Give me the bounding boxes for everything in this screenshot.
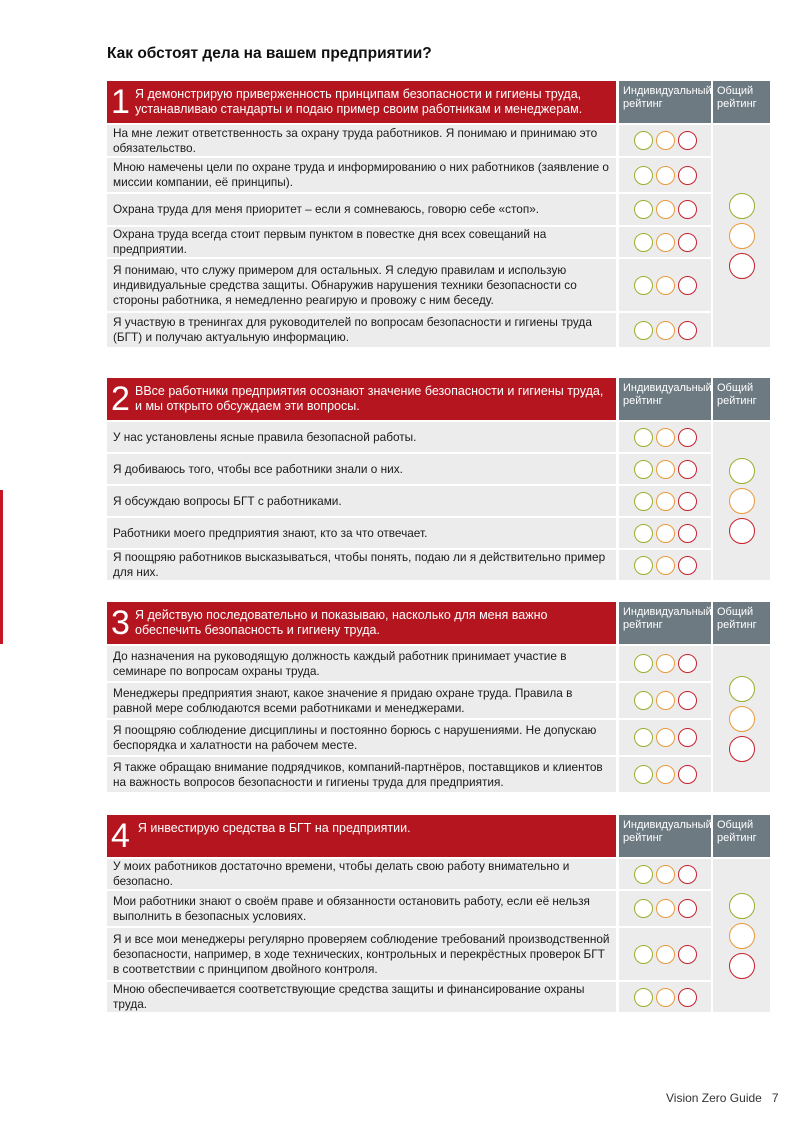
green-circle-icon[interactable] (634, 556, 653, 575)
checklist-row (107, 646, 711, 681)
orange-circle-icon[interactable] (656, 556, 675, 575)
individual-rating (619, 518, 711, 548)
green-circle-icon[interactable] (634, 765, 653, 784)
section-number: 2 (111, 380, 130, 418)
red-circle-icon[interactable] (678, 131, 697, 150)
rows (107, 646, 711, 794)
section-2 (107, 378, 770, 582)
checklist-row (107, 720, 711, 755)
total-rating-header: Общий рейтинг (713, 378, 770, 420)
orange-circle-icon[interactable] (656, 200, 675, 219)
checklist-row (107, 518, 711, 548)
orange-circle-icon[interactable] (656, 524, 675, 543)
red-circle-icon[interactable] (729, 736, 755, 762)
individual-rating (619, 486, 711, 516)
row-text: Я также обращаю внимание подрядчиков, компаний-партнёров, поставщиков и клиентов на важность вопросов безопасности и гигиены труда для предприятия. (107, 757, 616, 792)
green-circle-icon[interactable] (729, 458, 755, 484)
section-heading-text: ВВсе работники предприятия осознают значение безопасности и гигиены труда, и мы открыто обсуждаем эти вопросы. (135, 384, 604, 413)
checklist-row (107, 422, 711, 452)
orange-circle-icon[interactable] (656, 988, 675, 1007)
checklist-row (107, 227, 711, 257)
green-circle-icon[interactable] (634, 276, 653, 295)
red-circle-icon[interactable] (678, 728, 697, 747)
orange-circle-icon[interactable] (656, 691, 675, 710)
individual-rating (619, 928, 711, 980)
row-text: Работники моего предприятия знают, кто за что отвечает. (107, 518, 616, 548)
green-circle-icon[interactable] (634, 131, 653, 150)
total-rating (713, 859, 770, 1012)
green-circle-icon[interactable] (634, 945, 653, 964)
orange-circle-icon[interactable] (656, 460, 675, 479)
red-circle-icon[interactable] (678, 200, 697, 219)
checklist-row (107, 757, 711, 792)
red-circle-icon[interactable] (678, 166, 697, 185)
rows (107, 422, 711, 582)
red-circle-icon[interactable] (678, 865, 697, 884)
individual-rating-header: Индивидуальный рейтинг (619, 602, 711, 644)
individual-rating (619, 158, 711, 192)
checklist-row (107, 891, 711, 926)
orange-circle-icon[interactable] (656, 492, 675, 511)
section-1 (107, 81, 770, 349)
row-text: У моих работников достаточно времени, чтобы делать свою работу внимательно и безопасно. (107, 859, 616, 889)
rows (107, 125, 711, 349)
red-circle-icon[interactable] (729, 953, 755, 979)
row-text: Я и все мои менеджеры регулярно проверяем соблюдение требований производственной безопасности, например, в ходе технических, контрольных и перекрёстных проверок БГТ в соответствии с принципом двойного контроля. (107, 928, 616, 980)
total-rating (713, 646, 770, 792)
orange-circle-icon[interactable] (656, 899, 675, 918)
individual-rating (619, 550, 711, 580)
row-text: Я добиваюсь того, чтобы все работники знали о них. (107, 454, 616, 484)
section-body (107, 646, 770, 794)
individual-rating (619, 757, 711, 792)
row-text: Мною обеспечивается соответствующие средства защиты и финансирование охраны труда. (107, 982, 616, 1012)
total-rating-header: Общий рейтинг (713, 81, 770, 123)
red-circle-icon[interactable] (678, 428, 697, 447)
red-circle-icon[interactable] (678, 321, 697, 340)
green-circle-icon[interactable] (634, 321, 653, 340)
footer-label: Vision Zero Guide (666, 1091, 762, 1105)
green-circle-icon[interactable] (634, 865, 653, 884)
row-text: Я понимаю, что служу примером для остальных. Я следую правилам и использую индивидуальные средства защиты. Обнаружив нарушения техники безопасности со стороны работника, я немедленно реагирую и провожу с ним беседу. (107, 259, 616, 311)
green-circle-icon[interactable] (634, 654, 653, 673)
orange-circle-icon[interactable] (729, 223, 755, 249)
section-number: 3 (111, 604, 130, 642)
individual-rating (619, 683, 711, 718)
section-heading (107, 81, 616, 123)
individual-rating (619, 194, 711, 225)
individual-rating (619, 454, 711, 484)
section-heading (107, 815, 616, 857)
row-text: На мне лежит ответственность за охрану труда работников. Я понимаю и принимаю это обязательство. (107, 125, 616, 156)
green-circle-icon[interactable] (634, 899, 653, 918)
orange-circle-icon[interactable] (729, 923, 755, 949)
section-header (107, 602, 770, 644)
individual-rating (619, 313, 711, 347)
orange-circle-icon[interactable] (656, 166, 675, 185)
red-circle-icon[interactable] (678, 233, 697, 252)
orange-circle-icon[interactable] (656, 321, 675, 340)
red-circle-icon[interactable] (678, 460, 697, 479)
checklist-row (107, 158, 711, 192)
checklist-row (107, 125, 711, 156)
red-circle-icon[interactable] (678, 945, 697, 964)
section-body (107, 859, 770, 1014)
green-circle-icon[interactable] (729, 893, 755, 919)
individual-rating (619, 125, 711, 156)
row-text: Я участвую в тренингах для руководителей по вопросам безопасности и гигиены труда (БГТ) и получаю актуальную информацию. (107, 313, 616, 347)
individual-rating (619, 720, 711, 755)
section-3 (107, 602, 770, 794)
total-rating-header: Общий рейтинг (713, 602, 770, 644)
red-circle-icon[interactable] (678, 988, 697, 1007)
checklist-row (107, 454, 711, 484)
individual-rating-header: Индивидуальный рейтинг (619, 815, 711, 857)
page-title: Как обстоят дела на вашем предприятии? (107, 45, 432, 62)
orange-circle-icon[interactable] (729, 488, 755, 514)
total-rating-header: Общий рейтинг (713, 815, 770, 857)
checklist-row (107, 859, 711, 889)
individual-rating (619, 259, 711, 311)
section-header (107, 378, 770, 420)
section-heading (107, 378, 616, 420)
page-number: 7 (771, 1091, 779, 1105)
red-circle-icon[interactable] (729, 253, 755, 279)
checklist-row (107, 683, 711, 718)
section-heading-text: Я действую последовательно и показываю, насколько для меня важно обеспечить безопасность и гигиену труда. (135, 608, 548, 637)
orange-circle-icon[interactable] (656, 428, 675, 447)
red-circle-icon[interactable] (678, 492, 697, 511)
section-number: 1 (111, 83, 130, 121)
footer (666, 1091, 779, 1105)
green-circle-icon[interactable] (634, 524, 653, 543)
row-text: У нас установлены ясные правила безопасной работы. (107, 422, 616, 452)
orange-circle-icon[interactable] (656, 865, 675, 884)
orange-circle-icon[interactable] (656, 945, 675, 964)
orange-circle-icon[interactable] (656, 233, 675, 252)
row-text: До назначения на руководящую должность каждый работник принимает участие в семинаре по вопросам охраны труда. (107, 646, 616, 681)
row-text: Мои работники знают о своём праве и обязанности остановить работу, если её нельзя выполнить в безопасных условиях. (107, 891, 616, 926)
red-circle-icon[interactable] (678, 654, 697, 673)
section-header (107, 815, 770, 857)
green-circle-icon[interactable] (634, 233, 653, 252)
left-accent-bar (0, 490, 3, 644)
green-circle-icon[interactable] (634, 460, 653, 479)
red-circle-icon[interactable] (678, 524, 697, 543)
section-body (107, 422, 770, 582)
checklist-row (107, 982, 711, 1012)
row-text: Я обсуждаю вопросы БГТ с работниками. (107, 486, 616, 516)
individual-rating (619, 891, 711, 926)
orange-circle-icon[interactable] (656, 765, 675, 784)
row-text: Менеджеры предприятия знают, какое значение я придаю охране труда. Правила в равной мере соблюдаются всеми работниками и менеджерами. (107, 683, 616, 718)
red-circle-icon[interactable] (729, 518, 755, 544)
green-circle-icon[interactable] (634, 200, 653, 219)
individual-rating (619, 227, 711, 257)
checklist-row (107, 259, 711, 311)
checklist-row (107, 550, 711, 580)
red-circle-icon[interactable] (678, 691, 697, 710)
orange-circle-icon[interactable] (656, 728, 675, 747)
red-circle-icon[interactable] (678, 556, 697, 575)
orange-circle-icon[interactable] (656, 131, 675, 150)
row-text: Я поощряю работников высказываться, чтобы понять, подаю ли я действительно пример для них. (107, 550, 616, 580)
row-text: Мною намечены цели по охране труда и информированию о них работников (заявление о миссии компании, её принципы). (107, 158, 616, 192)
section-header (107, 81, 770, 123)
orange-circle-icon[interactable] (656, 654, 675, 673)
green-circle-icon[interactable] (634, 166, 653, 185)
red-circle-icon[interactable] (678, 765, 697, 784)
individual-rating (619, 982, 711, 1012)
section-4 (107, 815, 770, 1014)
section-heading-text: Я демонстрирую приверженность принципам безопасности и гигиены труда, устанавливаю стандарты и подаю пример своим работникам и менеджерам. (135, 87, 583, 116)
section-heading (107, 602, 616, 644)
individual-rating (619, 646, 711, 681)
row-text: Я поощряю соблюдение дисциплины и постоянно борюсь с нарушениями. Не допускаю беспорядка и халатности на рабочем месте. (107, 720, 616, 755)
green-circle-icon[interactable] (634, 428, 653, 447)
checklist-row (107, 313, 711, 347)
orange-circle-icon[interactable] (729, 706, 755, 732)
section-body (107, 125, 770, 349)
total-rating (713, 125, 770, 347)
individual-rating-header: Индивидуальный рейтинг (619, 81, 711, 123)
row-text: Охрана труда для меня приоритет – если я сомневаюсь, говорю себе «стоп». (107, 194, 616, 225)
green-circle-icon[interactable] (729, 676, 755, 702)
checklist-row (107, 486, 711, 516)
checklist-row (107, 194, 711, 225)
green-circle-icon[interactable] (634, 691, 653, 710)
green-circle-icon[interactable] (729, 193, 755, 219)
section-number: 4 (111, 817, 130, 855)
red-circle-icon[interactable] (678, 276, 697, 295)
individual-rating-header: Индивидуальный рейтинг (619, 378, 711, 420)
rows (107, 859, 711, 1014)
total-rating (713, 422, 770, 580)
checklist-row (107, 928, 711, 980)
section-heading-text: Я инвестирую средства в БГТ на предприятии. (137, 821, 411, 835)
green-circle-icon[interactable] (634, 728, 653, 747)
red-circle-icon[interactable] (678, 899, 697, 918)
green-circle-icon[interactable] (634, 988, 653, 1007)
green-circle-icon[interactable] (634, 492, 653, 511)
individual-rating (619, 422, 711, 452)
individual-rating (619, 859, 711, 889)
row-text: Охрана труда всегда стоит первым пунктом в повестке дня всех совещаний на предприятии. (107, 227, 616, 257)
orange-circle-icon[interactable] (656, 276, 675, 295)
